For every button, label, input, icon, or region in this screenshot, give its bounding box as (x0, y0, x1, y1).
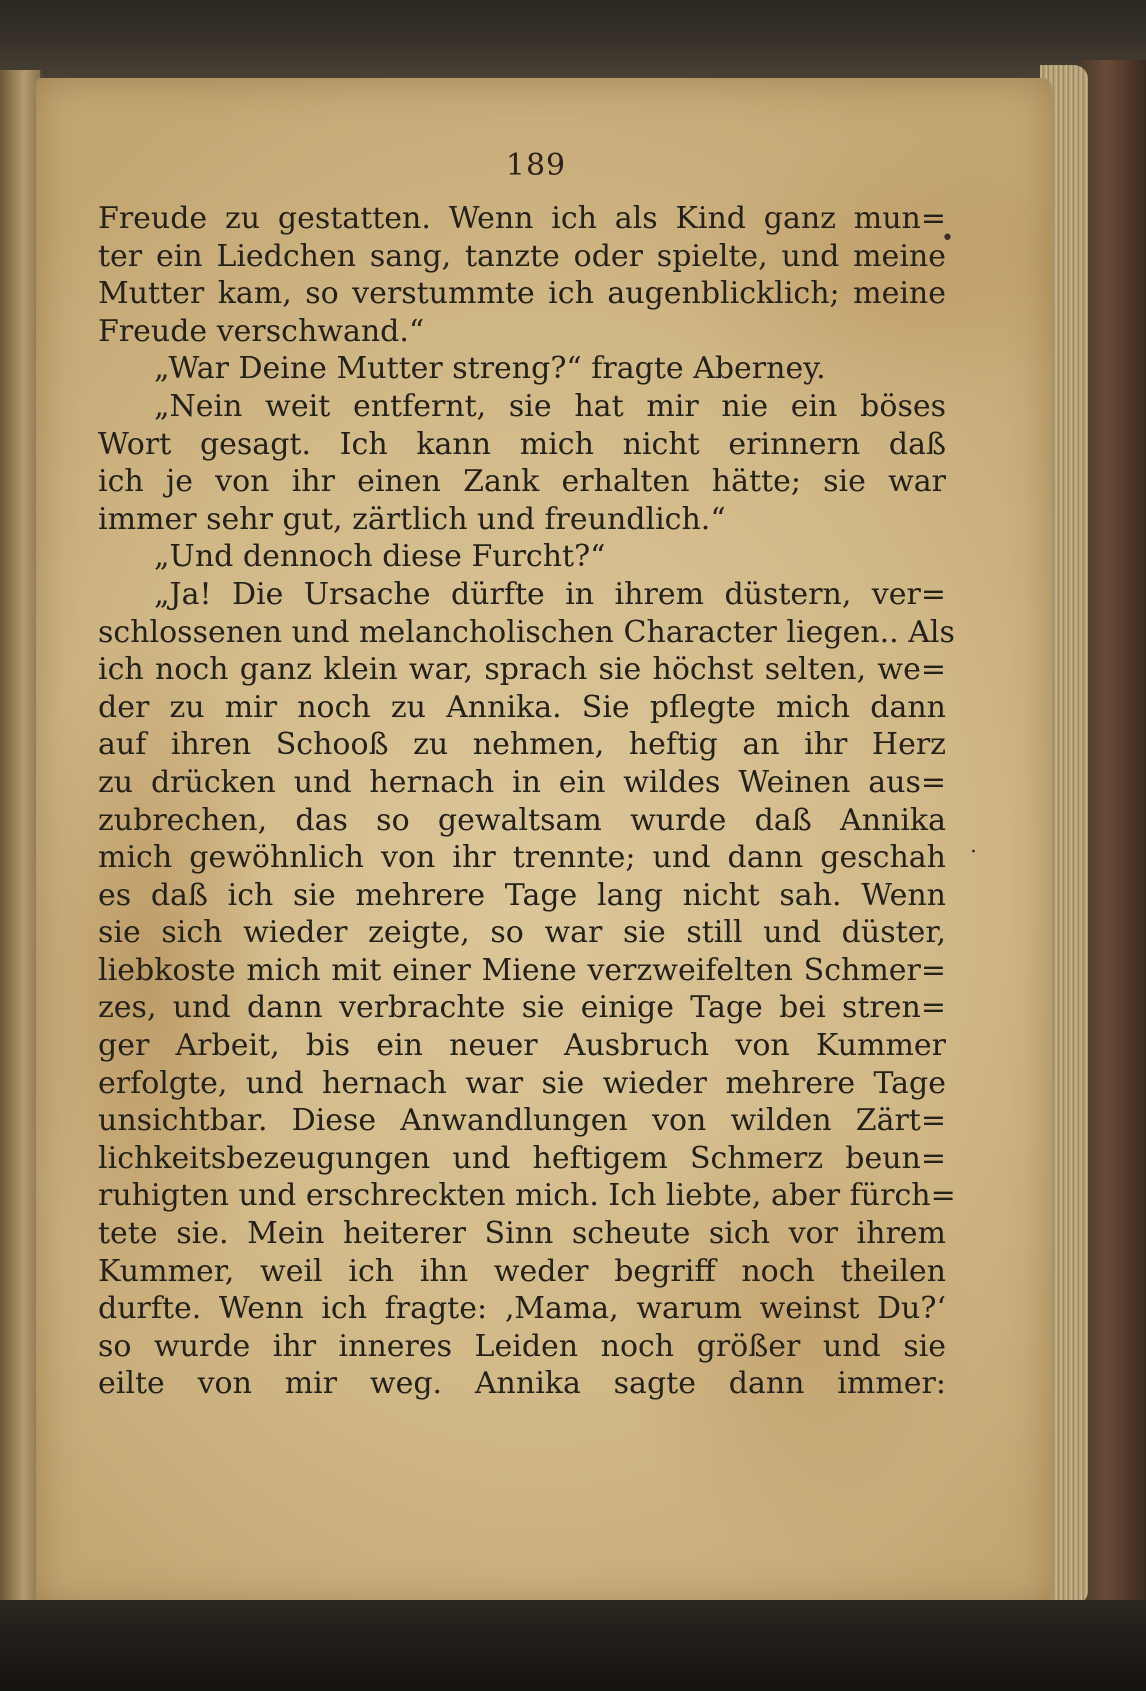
text-line: ich je von ihr einen Zank erhalten hätte; sie war (98, 464, 946, 500)
text-line: schlossenen und melancholischen Character liegen.. Als (98, 614, 955, 650)
book-binding-top (0, 0, 1146, 80)
text-line: ruhigten und erschreckten mich. Ich liebte, aber fürch= (98, 1178, 956, 1214)
text-line: „Und dennoch diese Furcht?“ (154, 539, 606, 575)
text-line: zes, und dann verbrachte sie einige Tage bei stren= (98, 990, 946, 1026)
text-line: Wort gesagt. Ich kann mich nicht erinnern daß (98, 426, 946, 462)
text-line: zu drücken und hernach in ein wildes Weinen aus= (98, 764, 946, 800)
text-line: ger Arbeit, bis ein neuer Ausbruch von Kummer (98, 1028, 946, 1064)
text-line: so wurde ihr inneres Leiden noch größer und sie (98, 1328, 946, 1364)
text-line: Kummer, weil ich ihn weder begriff noch theilen (98, 1253, 946, 1289)
text-line: eilte von mir weg. Annika sagte dann immer: (98, 1366, 946, 1402)
text-line: Freude zu gestatten. Wenn ich als Kind ganz mun= (98, 201, 946, 236)
text-line: „Ja! Die Ursache dürfte in ihrem düstern, ver= (154, 576, 946, 612)
text-line: „Nein weit entfernt, sie hat mir nie ein böses (154, 388, 946, 424)
page-number: 189 (505, 148, 567, 183)
text-line: mich gewöhnlich von ihr trennte; und dann geschah (98, 840, 946, 876)
margin-mark: • (941, 226, 954, 251)
text-line: sie sich wieder zeigte, so war sie still und düster, (98, 915, 946, 951)
text-line: „War Deine Mutter streng?“ fragte Aberney. (154, 351, 826, 387)
page-text-block (98, 200, 956, 1403)
text-line: zubrechen, das so gewaltsam wurde daß Annika (98, 802, 946, 838)
text-line: es daß ich sie mehrere Tage lang nicht sah. Wenn (98, 877, 946, 913)
text-line: ich noch ganz klein war, sprach sie höchst selten, we= (98, 652, 946, 688)
text-line: durfte. Wenn ich fragte: ‚Mama, warum weinst Du?‘ (98, 1291, 946, 1327)
text-line: immer sehr gut, zärtlich und freundlich.“ (98, 501, 726, 537)
text-line: erfolgte, und hernach war sie wieder mehrere Tage (98, 1065, 946, 1101)
text-line: lichkeitsbezeugungen und heftigem Schmerz beun= (98, 1140, 946, 1176)
margin-mark: · (970, 840, 977, 865)
text-line: unsichtbar. Diese Anwandlungen von wilden Zärt= (98, 1103, 946, 1139)
text-line: Mutter kam, so verstummte ich augenblicklich; meine (98, 276, 946, 312)
book-binding-bottom (0, 1600, 1146, 1691)
text-line: Freude verschwand.“ (98, 313, 425, 349)
text-line: ter ein Liedchen sang, tanzte oder spielte, und meine (98, 238, 946, 274)
text-line: der zu mir noch zu Annika. Sie pflegte mich dann (98, 689, 946, 725)
text-line: auf ihren Schooß zu nehmen, heftig an ihr Herz (98, 727, 946, 763)
book-page (36, 78, 1052, 1606)
book-cover-edge (1080, 60, 1146, 1620)
text-line: liebkoste mich mit einer Miene verzweifelten Schmer= (98, 952, 946, 988)
text-line: tete sie. Mein heiterer Sinn scheute sich vor ihrem (98, 1216, 946, 1252)
